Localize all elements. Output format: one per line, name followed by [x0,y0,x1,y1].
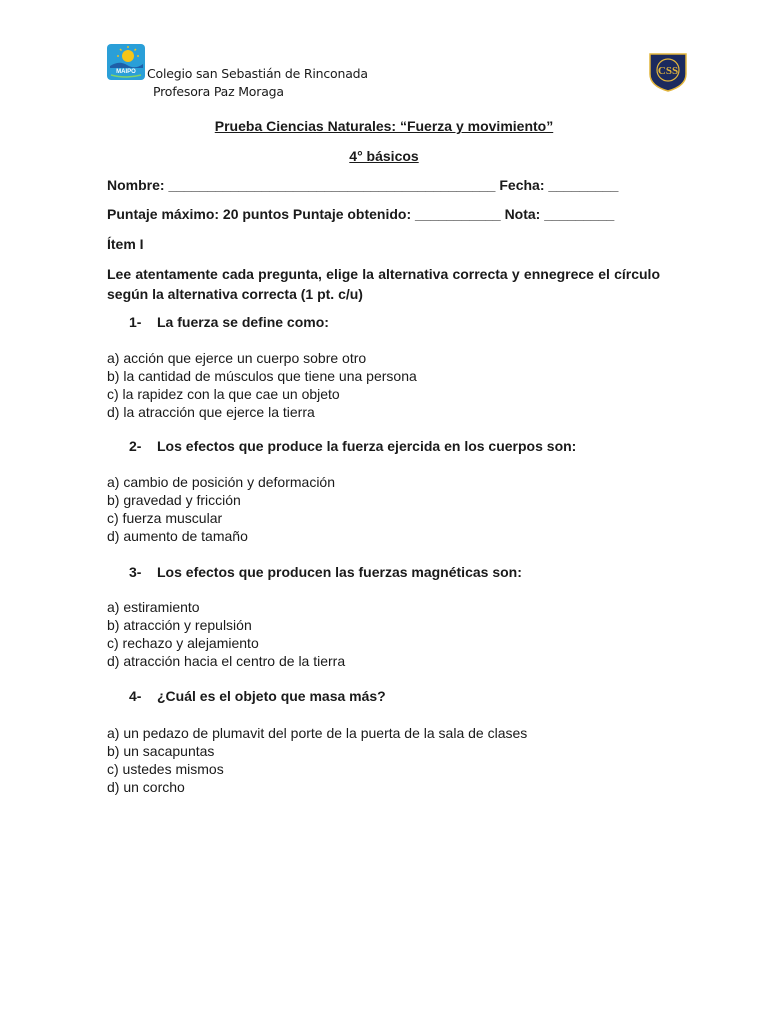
question-4-options [107,724,527,796]
option-item[interactable]: b) un sacapuntas [107,743,215,759]
instructions: Lee atentamente cada pregunta, elige la alternativa correcta y ennegrece el círculo según la alternativa correcta (1 pt. c/u) [107,266,660,302]
option-item[interactable]: a) acción que ejerce un cuerpo sobre otro [107,350,367,366]
option-item[interactable]: b) atracción y repulsión [107,617,252,633]
grade-label: 4° básicos [349,148,419,164]
question-number: 4- [129,688,142,704]
logo-left-text: MAIPO [116,69,136,75]
option-item[interactable]: d) un corcho [107,779,185,795]
option-item[interactable]: c) rechazo y alejamiento [107,635,259,651]
option-item[interactable]: d) la atracción que ejerce la tierra [107,404,315,420]
question-2-options [107,473,335,545]
name-date-field[interactable]: Nombre: __________________________________________ Fecha: _________ [107,177,619,193]
question-1-options [107,349,417,421]
maipo-logo-icon [107,44,145,80]
question-number: 2- [129,438,142,454]
question-1 [129,314,329,330]
score-field[interactable]: Puntaje máximo: 20 puntos Puntaje obtenido: ___________ Nota: _________ [107,206,615,222]
question-text: Los efectos que produce la fuerza ejercida en los cuerpos son: [157,438,577,454]
question-number: 1- [129,314,142,330]
school-name: Colegio san Sebastián de Rinconada [147,66,368,81]
question-3 [129,564,522,580]
option-item[interactable]: d) atracción hacia el centro de la tierra [107,653,346,669]
question-text: La fuerza se define como: [157,314,329,330]
option-item[interactable]: d) aumento de tamaño [107,528,248,544]
question-text: ¿Cuál es el objeto que masa más? [157,688,386,704]
option-item[interactable]: a) un pedazo de plumavit del porte de la puerta de la sala de clases [107,725,528,741]
option-item[interactable]: c) fuerza muscular [107,510,223,526]
option-item[interactable]: b) gravedad y fricción [107,492,241,508]
exam-title: Prueba Ciencias Naturales: “Fuerza y movimiento” [214,118,554,134]
option-item[interactable]: a) cambio de posición y deformación [107,474,336,490]
option-item[interactable]: c) la rapidez con la que cae un objeto [107,386,340,402]
teacher-name: Profesora Paz Moraga [153,84,284,99]
option-item[interactable]: b) la cantidad de músculos que tiene una persona [107,368,417,384]
option-item[interactable]: c) ustedes mismos [107,761,224,777]
question-4 [129,688,386,704]
question-text: Los efectos que producen las fuerzas magnéticas son: [157,564,522,580]
question-number: 3- [129,564,142,580]
logo-right-text: CSS [657,65,679,77]
item-heading: Ítem I [107,236,144,252]
option-item[interactable]: a) estiramiento [107,599,200,615]
school-shield-icon [646,52,690,92]
question-2 [129,438,576,454]
question-3-options [107,598,345,670]
